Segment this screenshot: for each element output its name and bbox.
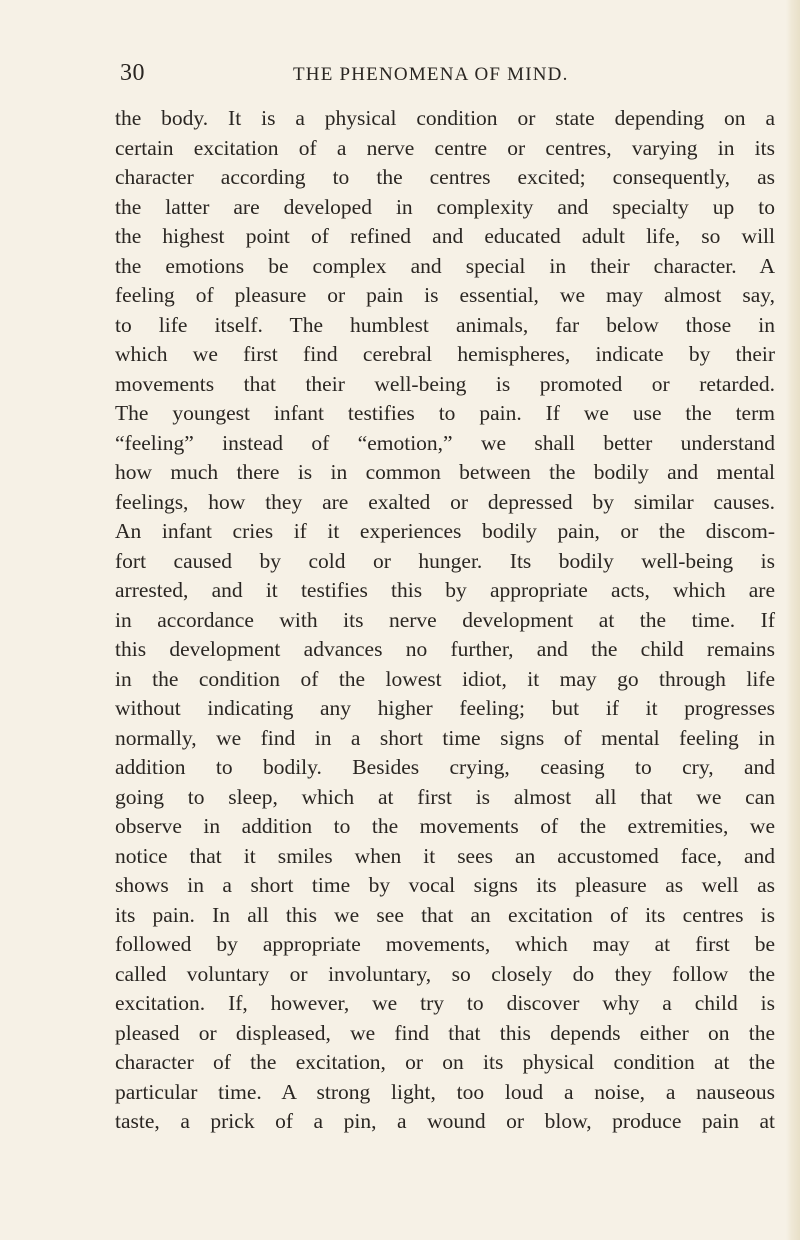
text-line: in the condition of the lowest idiot, it may go through life	[115, 666, 775, 691]
text-line: in accordance with its nerve development at the time. If	[115, 607, 775, 632]
page-edge-shadow	[786, 0, 800, 1240]
text-line: the highest point of refined and educated adult life, so will	[115, 224, 775, 248]
text-line: its pain. In all this we see that an excitation of its centres is	[115, 902, 775, 927]
text-line: shows in a short time by vocal signs its pleasure as well as	[115, 873, 775, 897]
text-line: “feeling” instead of “emotion,” we shall better understand	[115, 430, 775, 455]
text-line: feelings, how they are exalted or depressed by similar causes.	[115, 489, 775, 514]
text-line: An infant cries if it experiences bodily pain, or the discom-	[115, 519, 775, 543]
text-line: addition to bodily. Besides crying, ceasing to cry, and	[115, 755, 775, 779]
text-line: without indicating any higher feeling; but if it progresses	[115, 696, 775, 720]
text-line: arrested, and it testifies this by appropriate acts, which are	[115, 578, 775, 602]
text-line: how much there is in common between the bodily and mental	[115, 460, 775, 484]
text-line: particular time. A strong light, too loud a noise, a nauseous	[115, 1079, 775, 1104]
text-line: the body. It is a physical condition or state depending on a	[115, 106, 775, 130]
text-line: the latter are developed in complexity and specialty up to	[115, 194, 775, 219]
text-line: called voluntary or involuntary, so closely do they follow the	[115, 961, 775, 986]
text-line: feeling of pleasure or pain is essential, we may almost say,	[115, 283, 775, 307]
text-line: fort caused by cold or hunger. Its bodily well-being is	[115, 548, 775, 573]
text-line: character of the excitation, or on its physical condition at the	[115, 1050, 775, 1074]
text-line: The youngest infant testifies to pain. If we use the term	[115, 401, 775, 425]
text-line: character according to the centres excited; consequently, as	[115, 165, 775, 189]
text-line: movements that their well-being is promoted or retarded.	[115, 371, 775, 396]
text-line: certain excitation of a nerve centre or centres, varying in its	[115, 135, 775, 160]
text-line: pleased or displeased, we find that this depends either on the	[115, 1020, 775, 1045]
text-line: excitation. If, however, we try to discover why a child is	[115, 991, 775, 1015]
text-line: to life itself. The humblest animals, far below those in	[115, 312, 775, 337]
text-line: this development advances no further, and the child remains	[115, 637, 775, 661]
text-line: followed by appropriate movements, which may at first be	[115, 932, 775, 956]
text-line: normally, we find in a short time signs of mental feeling in	[115, 725, 775, 750]
text-line: going to sleep, which at first is almost all that we can	[115, 784, 775, 809]
text-line: notice that it smiles when it sees an accustomed face, and	[115, 843, 775, 868]
text-line: which we first find cerebral hemispheres, indicate by their	[115, 342, 775, 366]
text-line: taste, a prick of a pin, a wound or blow, produce pain at	[115, 1109, 775, 1133]
running-head: THE PHENOMENA OF MIND.	[293, 64, 569, 85]
text-line: observe in addition to the movements of the extremities, we	[115, 814, 775, 838]
page-number: 30	[120, 60, 145, 86]
body-paragraph	[115, 104, 775, 1137]
text-line: the emotions be complex and special in their character. A	[115, 253, 775, 278]
